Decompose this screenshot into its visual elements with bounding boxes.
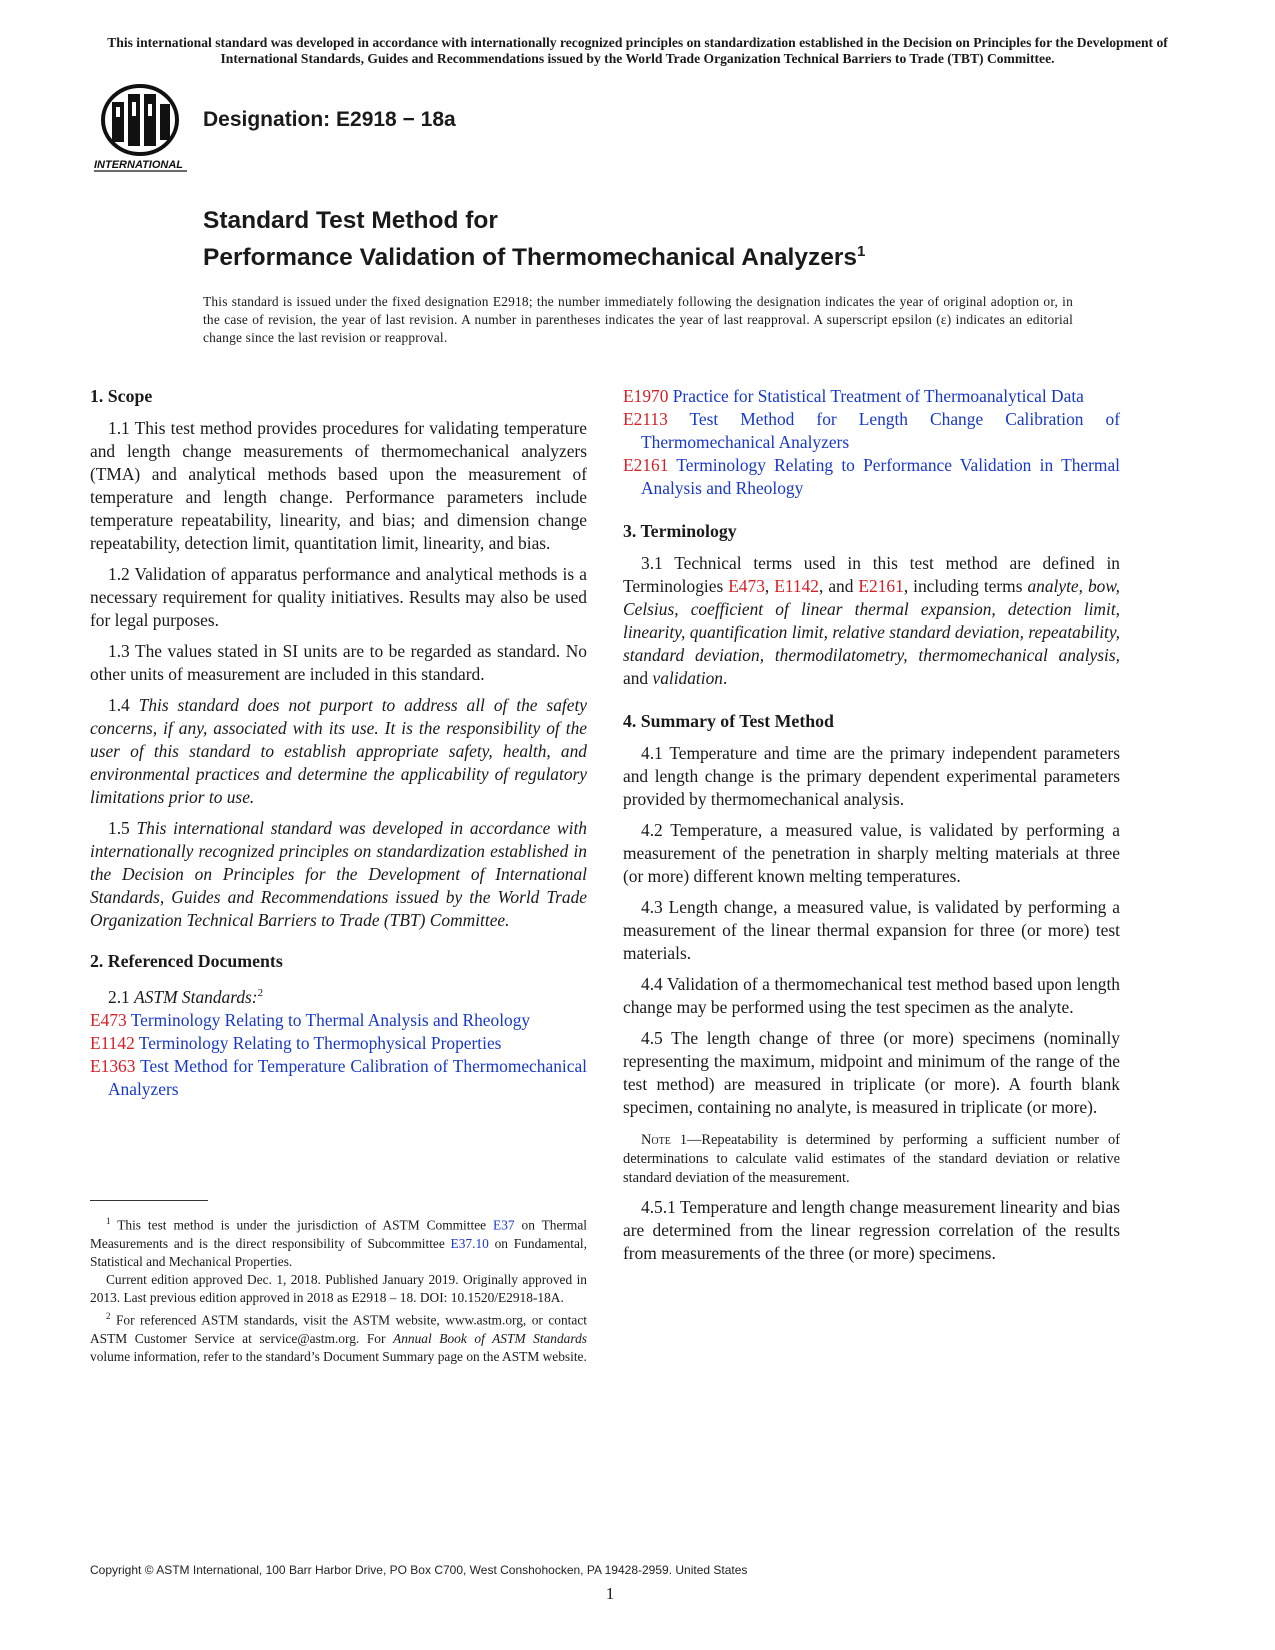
- link-e1142[interactable]: E1142: [774, 576, 819, 596]
- paragraph-4-4: 4.4 Validation of a thermomechanical test method based upon length change may be performed using the test specimen as the analyte.: [623, 974, 1120, 1017]
- footnote-1: $^1$ This test method is under the jurisdiction of ASTM Committee E37 on Thermal Measurements and is the direct responsibility of Subcommittee E37.10 on Fundamental, Statistical and Mechanical Properties.: [90, 1216, 587, 1269]
- link-e2161[interactable]: E2161: [858, 576, 904, 596]
- document-title: [203, 205, 865, 273]
- reference-e473[interactable]: E473 Terminology Relating to Thermal Analysis and Rheology: [90, 1009, 531, 1030]
- paragraph-1-5: 1.5 This international standard was developed in accordance with internationally recognized principles on standardization established in the Decision on Principles for the Development of International Standards, Guides and Recommendations issued by the World Trade Organization Technical Barriers to Trade (TBT) Committee.: [90, 818, 587, 930]
- footnotes: [90, 1212, 587, 1367]
- astm-logo-icon: [92, 82, 192, 176]
- astm-logo: [92, 82, 192, 176]
- paragraph-4-5: 4.5 The length change of three (or more) specimens (nominally representing the maximum, midpoint and minimum of the range of the test method) are measured in triplicate (or more). A fourth blank specimen, containing no analyte, is measured in triplicate (or more).: [623, 1028, 1120, 1117]
- paragraph-1-3: 1.3 The values stated in SI units are to be regarded as standard. No other units of measurement are included in this standard.: [90, 641, 587, 684]
- paragraph-4-1: 4.1 Temperature and time are the primary independent parameters and length change is the primary dependent experimental parameters provided by thermomechanical analysis.: [623, 743, 1120, 809]
- link-e37[interactable]: E37: [493, 1217, 515, 1233]
- copyright-line: Copyright © ASTM International, 100 Barr Harbor Drive, PO Box C700, West Conshohocken, PA 19428-2959. United States: [90, 1563, 748, 1577]
- section-heading-referenced: 2. Referenced Documents: [90, 951, 283, 971]
- footnote-1-edition: Current edition approved Dec. 1, 2018. Published January 2019. Originally approved in 2013. Last previous edition approved in 2018 as E2918 – 18. DOI: 10.1520/E2918-18A.: [90, 1272, 587, 1306]
- paragraph-1-1: 1.1 This test method provides procedures for validating temperature and length change measurements of thermomechanical analyzers (TMA) and analytical methods based upon the measurement of temperature and length change. Performance parameters include temperature repeatability, linearity, and bias; and dimension change repeatability, detection limit, quantitation limit, linearity, and bias.: [90, 418, 587, 553]
- paragraph-1-2: 1.2 Validation of apparatus performance and analytical methods is a necessary requirement for quality initiatives. Results may also be used for legal purposes.: [90, 564, 587, 630]
- title-line-2: Performance Validation of Thermomechanical Analyzers$^1$: [203, 243, 866, 272]
- footnote-divider: [90, 1200, 208, 1201]
- designation: Designation: E2918 − 18a: [203, 108, 456, 131]
- footnote-2: $^2$ For referenced ASTM standards, visit the ASTM website, www.astm.org, or contact ASTM Customer Service at service@astm.org. For Annual Book of ASTM Standards volume information, refer to the standard’s Document Summary page on the ASTM website.: [90, 1311, 587, 1365]
- section-heading-scope: 1. Scope: [90, 386, 153, 406]
- paragraph-4-3: 4.3 Length change, a measured value, is validated by performing a measurement of the linear thermal expansion for three (or more) test materials.: [623, 897, 1120, 963]
- issue-note: This standard is issued under the fixed designation E2918; the number immediately following the designation indicates the year of original adoption or, in the case of revision, the year of last revision. A number in parentheses indicates the year of last reapproval. A superscript epsilon (ε) indicates an editorial change since the last revision or reapproval.: [203, 294, 1073, 345]
- paragraph-3-1: 3.1 Technical terms used in this test method are defined in Terminologies E473, E1142, and E2161, including terms analyte, bow, Celsius, coefficient of linear thermal expansion, detection limit, linearity, quantification limit, relative standard deviation, repeatability, standard deviation, thermodilatometry, thermomechanical analysis, and validation.: [623, 553, 1120, 688]
- page-number: 1: [605, 1584, 615, 1603]
- title-line-1: Standard Test Method for: [203, 207, 498, 234]
- reference-e2113[interactable]: E2113 Test Method for Length Change Calibration of Thermomechanical Analyzers: [623, 409, 1120, 452]
- reference-list-right: [623, 385, 1120, 500]
- paragraph-4-5-1: 4.5.1 Temperature and length change measurement linearity and bias are determined from the linear regression correlation of the results from measurements of the three (or more) specimens.: [623, 1197, 1120, 1263]
- note-1: Note 1—Repeatability is determined by performing a sufficient number of determinations to calculate valid estimates of the standard deviation or relative standard deviation of the measurement.: [623, 1132, 1120, 1186]
- paragraph-2-1: 2.1 ASTM Standards:$^2$: [108, 986, 264, 1007]
- title-footnote-mark: 1: [857, 243, 866, 260]
- logo-text: INTERNATIONAL: [94, 159, 184, 171]
- reference-e2161[interactable]: E2161 Terminology Relating to Performance Validation in Thermal Analysis and Rheology: [623, 455, 1120, 498]
- top-notice: This international standard was developed in accordance with internationally recognized principles on standardization established in the Decision on Principles for the Development of International Standards, Guides and Recommendations issued by the World Trade Organization Technical Barriers to Trade (TBT) Committee.: [107, 35, 1168, 66]
- link-e473[interactable]: E473: [728, 576, 765, 596]
- paragraph-1-4: 1.4 This standard does not purport to address all of the safety concerns, if any, associated with its use. It is the responsibility of the user of this standard to establish appropriate safety, health, and environmental practices and determine the applicability of regulatory limitations prior to use.: [90, 695, 587, 807]
- section-heading-summary: 4. Summary of Test Method: [623, 711, 834, 731]
- reference-e1970[interactable]: E1970 Practice for Statistical Treatment of Thermoanalytical Data: [623, 386, 1084, 406]
- link-e37-10[interactable]: E37.10: [450, 1235, 489, 1251]
- reference-e1142[interactable]: E1142 Terminology Relating to Thermophysical Properties: [90, 1032, 502, 1053]
- left-column: [90, 385, 587, 1101]
- paragraph-4-2: 4.2 Temperature, a measured value, is validated by performing a measurement of the penetration in sharply melting materials at three (or more) different known melting temperatures.: [623, 820, 1120, 886]
- reference-e1363[interactable]: E1363 Test Method for Temperature Calibration of Thermomechanical Analyzers: [90, 1055, 587, 1099]
- reference-list-left: [90, 1009, 587, 1101]
- section-heading-terminology: 3. Terminology: [623, 521, 737, 541]
- right-column: [623, 385, 1120, 1265]
